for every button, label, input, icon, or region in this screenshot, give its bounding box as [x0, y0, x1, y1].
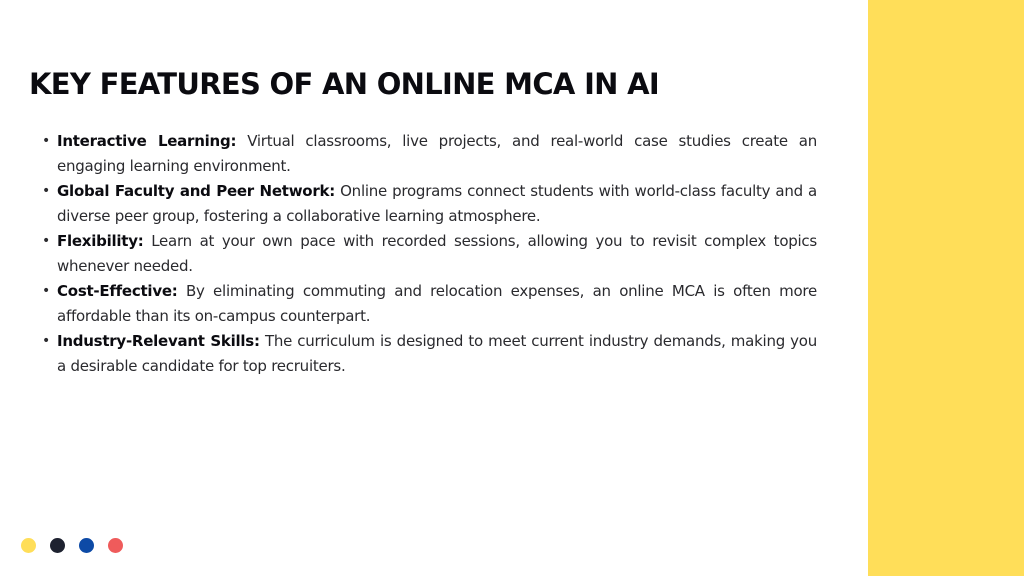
feature-list	[40, 129, 817, 379]
feature-item-global-faculty	[40, 179, 817, 229]
feature-label: Flexibility:	[57, 232, 144, 250]
bullet-icon: •	[42, 233, 51, 249]
feature-label: Cost-Effective:	[57, 282, 178, 300]
bullet-icon: •	[42, 183, 51, 199]
feature-label: Industry-Relevant Skills:	[57, 332, 260, 350]
yellow-dot-icon	[21, 538, 36, 553]
bullet-icon: •	[42, 283, 51, 299]
feature-text: By eliminating commuting and relocation expenses, an online MCA is often more affordable than its on-campus counterpart.	[57, 282, 817, 325]
slide-title: KEY FEATURES OF AN ONLINE MCA IN AI	[29, 67, 659, 101]
feature-item-cost-effective	[40, 279, 817, 329]
feature-item-flexibility	[40, 229, 817, 279]
feature-text: Online programs connect students with world-class faculty and a diverse peer group, fostering a collaborative learning atmosphere.	[57, 182, 817, 225]
blue-dot-icon	[79, 538, 94, 553]
feature-text: The curriculum is designed to meet current industry demands, making you a desirable candidate for top recruiters.	[57, 332, 817, 375]
feature-label: Global Faculty and Peer Network:	[57, 182, 335, 200]
accent-side-panel	[868, 0, 1024, 576]
red-dot-icon	[108, 538, 123, 553]
feature-label: Interactive Learning:	[57, 132, 237, 150]
feature-text: Virtual classrooms, live projects, and real-world case studies create an engaging learning environment.	[57, 132, 817, 175]
bullet-icon: •	[42, 133, 51, 149]
feature-text: Learn at your own pace with recorded sessions, allowing you to revisit complex topics whenever needed.	[57, 232, 817, 275]
navy-dot-icon	[50, 538, 65, 553]
feature-item-interactive-learning	[40, 129, 817, 179]
decorative-dots	[21, 538, 123, 553]
bullet-icon: •	[42, 333, 51, 349]
feature-item-industry-skills	[40, 329, 817, 379]
